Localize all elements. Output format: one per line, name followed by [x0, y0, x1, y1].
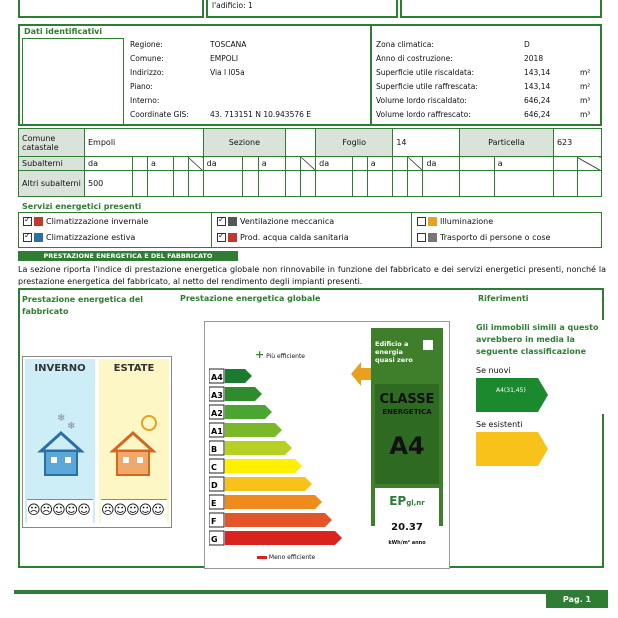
plus-icon: +	[255, 348, 265, 361]
servizio-icon	[228, 233, 237, 242]
dati-left-label: Regione:	[130, 40, 163, 49]
altri-subalterni-cell	[203, 171, 242, 197]
servizio-checkbox[interactable]	[417, 233, 426, 242]
dati-left-label: Piano:	[130, 82, 153, 91]
winter-house-icon	[37, 409, 87, 479]
energy-band	[209, 404, 273, 420]
top-left-box	[18, 0, 204, 18]
servizio-item[interactable]	[23, 217, 148, 226]
top-right-box	[400, 0, 602, 18]
dati-right-unit: m²	[580, 82, 591, 91]
dati-right-unit: m³	[580, 110, 591, 119]
dati-left-value: 43. 713151 N 10.943576 E	[210, 110, 312, 119]
altri-subalterni-cell	[242, 171, 258, 197]
energy-band-label: F	[211, 517, 217, 526]
subalterni-slash	[301, 157, 316, 171]
dati-left-value: TOSCANA	[210, 40, 247, 49]
foglio-label: Foglio	[316, 129, 393, 157]
servizio-checkbox[interactable]	[217, 217, 226, 226]
altri-subalterni-cell	[352, 171, 367, 197]
servizio-icon	[428, 233, 437, 242]
energy-band-label: A4	[211, 373, 223, 382]
piu-efficiente-label: Più efficiente	[266, 353, 305, 360]
dati-left-label: Coordinate GIS:	[130, 110, 189, 119]
dati-left-label: Indirizzo:	[130, 68, 164, 77]
dati-right-unit: m³	[580, 96, 591, 105]
servizi-divider-1	[211, 213, 212, 247]
nuovi-value: A4(31,45)	[496, 387, 526, 394]
particella-label: Particella	[459, 129, 553, 157]
subalterni-cell	[132, 157, 147, 171]
classe-title: CLASSE	[379, 392, 435, 407]
altri-subalterni-cell	[408, 171, 423, 197]
classe-subtitle: ENERGETICA	[382, 408, 432, 416]
estate-panel	[99, 359, 169, 523]
altri-subalterni-cell	[132, 171, 147, 197]
energy-band	[209, 476, 313, 492]
classe-panel	[375, 384, 439, 484]
comune-catastale-value: Empoli	[85, 129, 204, 157]
altri-subalterni-row	[19, 171, 602, 197]
energy-band-label: A3	[211, 391, 223, 400]
fabbricato-panel	[22, 356, 172, 528]
classe-value: A4	[389, 432, 425, 460]
altri-subalterni-cell	[188, 171, 203, 197]
altri-subalterni-cell	[459, 171, 494, 197]
dati-right-label: Zona climatica:	[376, 40, 434, 49]
subalterni-da: da	[316, 157, 353, 171]
energy-band-label: A1	[211, 427, 223, 436]
energy-band	[209, 368, 253, 384]
servizi-divider-2	[411, 213, 412, 247]
altri-subalterni-cell	[258, 171, 285, 197]
dati-right-value: 143,14	[524, 82, 551, 91]
subalterni-da: da	[423, 157, 460, 171]
page-number: Pag. 1	[562, 595, 592, 604]
servizio-item[interactable]	[217, 233, 349, 242]
energy-band-label: G	[211, 535, 218, 544]
meno-efficiente	[257, 554, 315, 561]
energy-band	[209, 530, 343, 546]
servizio-checkbox[interactable]	[217, 233, 226, 242]
nzeb-checkbox	[423, 340, 433, 350]
dati-right-value: 2018	[524, 54, 544, 63]
energy-scale-panel	[204, 321, 450, 569]
servizio-label: Trasporto di persone o cose	[440, 233, 551, 242]
energy-band	[209, 494, 323, 510]
energy-band-label: B	[211, 445, 218, 454]
dati-right-label: Superficie utile raffrescata:	[376, 82, 478, 91]
col-riferimenti-title: Riferimenti	[478, 294, 529, 303]
altri-subalterni-value: 500	[85, 171, 133, 197]
servizi-box	[18, 212, 602, 248]
col-globale-title: Prestazione energetica globale	[180, 294, 321, 303]
esistenti-arrow	[476, 432, 548, 466]
ep-unit: kWh/m² anno	[388, 540, 426, 546]
dati-right-value: 143,14	[524, 68, 551, 77]
energy-band-label: D	[211, 481, 218, 490]
servizio-item[interactable]	[23, 233, 135, 242]
piu-efficiente	[255, 348, 305, 361]
servizio-label: Ventilazione meccanica	[240, 217, 335, 226]
altri-subalterni-cell	[301, 171, 316, 197]
dati-right-value: D	[524, 40, 530, 49]
servizio-checkbox[interactable]	[23, 217, 32, 226]
dati-right-unit: m²	[580, 68, 591, 77]
servizio-icon	[34, 217, 43, 226]
riferimenti-text: Gli immobili simili a questo avrebbero in media la seguente classificazione	[476, 323, 599, 356]
subalterni-slash	[577, 157, 601, 171]
dati-right-label: Volume lordo raffrescato:	[376, 110, 471, 119]
prestazione-banner-text: PRESTAZIONE ENERGETICA E DEL FABBRICATO	[43, 252, 213, 260]
subalterni-row	[19, 157, 602, 171]
nuovi-arrow	[476, 378, 548, 412]
col-fabbricato-title: Prestazione energetica del fabbricato	[22, 295, 144, 316]
altri-subalterni-cell	[316, 171, 353, 197]
altri-subalterni-cell	[494, 171, 553, 197]
subalterni-a: a	[258, 157, 285, 171]
altri-subalterni-cell	[367, 171, 393, 197]
sezione-value	[286, 129, 316, 157]
dati-right-value: 646,24	[524, 96, 551, 105]
energy-band	[209, 458, 303, 474]
servizi-title: Servizi energetici presenti	[22, 202, 142, 211]
prestazione-text: La sezione riporta l'indice di prestazione energetica globale non rinnovabile in funzione del fabbricato e dei servizi energetici presenti, nonché la prestazione energetica del fabbricato, al netto del rendimento degli impianti presenti.	[18, 265, 606, 286]
energy-band-label: A2	[211, 409, 223, 418]
foglio-value: 14	[393, 129, 460, 157]
catasto-table	[18, 128, 602, 197]
subalterni-cell	[242, 157, 258, 171]
energy-band	[209, 440, 293, 456]
svg-text:❄: ❄	[67, 421, 76, 432]
servizio-checkbox[interactable]	[23, 233, 32, 242]
page-badge	[546, 592, 608, 608]
subalterni-da: da	[203, 157, 242, 171]
servizio-icon	[34, 233, 43, 242]
altri-subalterni-cell	[173, 171, 188, 197]
dati-left-value: EMPOLI	[210, 54, 239, 63]
particella-value: 623	[553, 129, 601, 157]
svg-text:❄: ❄	[57, 413, 66, 424]
dati-right-value: 646,24	[524, 110, 551, 119]
summer-house-icon	[109, 409, 163, 479]
sezione-label: Sezione	[203, 129, 285, 157]
altri-subalterni-cell	[286, 171, 301, 197]
edificio-line: l'adificio: 1	[212, 1, 253, 10]
subalterni-a: a	[494, 157, 553, 171]
minus-icon	[257, 556, 267, 559]
subalterni-a: a	[147, 157, 173, 171]
servizio-label: Climatizzazione estiva	[46, 233, 136, 242]
nzeb-label: Edificio a energia quasi zero	[375, 340, 413, 364]
footer-line	[14, 590, 608, 594]
energy-band-label: E	[211, 499, 217, 508]
se-nuovi-label: Se nuovi	[476, 366, 511, 375]
servizio-label: Climatizzazione invernale	[46, 217, 149, 226]
dati-right-label: Volume lordo riscaldato:	[376, 96, 467, 105]
inverno-panel	[25, 359, 95, 523]
estate-faces: ☹☺☺☺☺	[101, 499, 167, 524]
photo-box	[22, 38, 124, 126]
dati-divider	[370, 26, 372, 124]
estate-label: ESTATE	[113, 363, 155, 374]
energy-band-label: C	[211, 463, 217, 472]
servizio-icon	[428, 217, 437, 226]
subalterni-cell	[459, 157, 494, 171]
subalterni-a: a	[367, 157, 393, 171]
servizio-item[interactable]	[217, 217, 334, 226]
classe-result-box	[371, 328, 443, 546]
ep-sub: gl,nr	[406, 499, 425, 507]
ep-box	[375, 488, 439, 562]
energy-band	[209, 512, 333, 528]
subalterni-da: da	[85, 157, 133, 171]
dati-right-label: Anno di costruzione:	[376, 54, 453, 63]
top-mid-box	[206, 0, 398, 18]
inverno-faces: ☹☹☺☺☺	[27, 499, 93, 524]
meno-efficiente-label: Meno efficiente	[268, 554, 316, 561]
dati-left-value: Via l l05a	[210, 68, 245, 77]
dati-left-label: Interno:	[130, 96, 160, 105]
servizio-item[interactable]	[417, 217, 493, 226]
servizio-icon	[228, 217, 237, 226]
altri-subalterni-cell	[393, 171, 408, 197]
se-esistenti-label: Se esistenti	[476, 420, 523, 429]
subalterni-cell	[393, 157, 408, 171]
dati-right-label: Superficie utile riscaldata:	[376, 68, 475, 77]
altri-subalterni-cell	[553, 171, 577, 197]
subalterni-cell	[173, 157, 188, 171]
dati-identificativi-box	[18, 24, 602, 126]
altri-subalterni-label: Altri subalterni	[19, 171, 85, 197]
servizio-label: Prod. acqua calda sanitaria	[240, 233, 349, 242]
altri-subalterni-cell	[147, 171, 173, 197]
subalterni-cell	[352, 157, 367, 171]
subalterni-slash	[408, 157, 423, 171]
subalterni-slash	[188, 157, 203, 171]
dati-left-label: Comune:	[130, 54, 164, 63]
ep-value: 20.37	[391, 522, 423, 533]
subalterni-label: Subalterni	[19, 157, 85, 171]
subalterni-cell	[553, 157, 577, 171]
inverno-label: INVERNO	[34, 363, 86, 374]
ep-label	[375, 494, 439, 508]
comune-catastale-label: Comune catastale	[19, 129, 85, 157]
subalterni-cell	[286, 157, 301, 171]
servizio-label: Illuminazione	[440, 217, 494, 226]
altri-subalterni-cell	[423, 171, 460, 197]
altri-subalterni-cell	[577, 171, 601, 197]
class-pointer-arrow	[351, 362, 371, 386]
ep-main: EP	[389, 494, 407, 508]
servizio-item[interactable]	[417, 233, 550, 242]
energy-band	[209, 422, 283, 438]
prestazione-banner	[18, 251, 238, 261]
servizio-checkbox[interactable]	[417, 217, 426, 226]
energy-band	[209, 386, 263, 402]
dati-title: Dati identificativi	[24, 27, 103, 36]
